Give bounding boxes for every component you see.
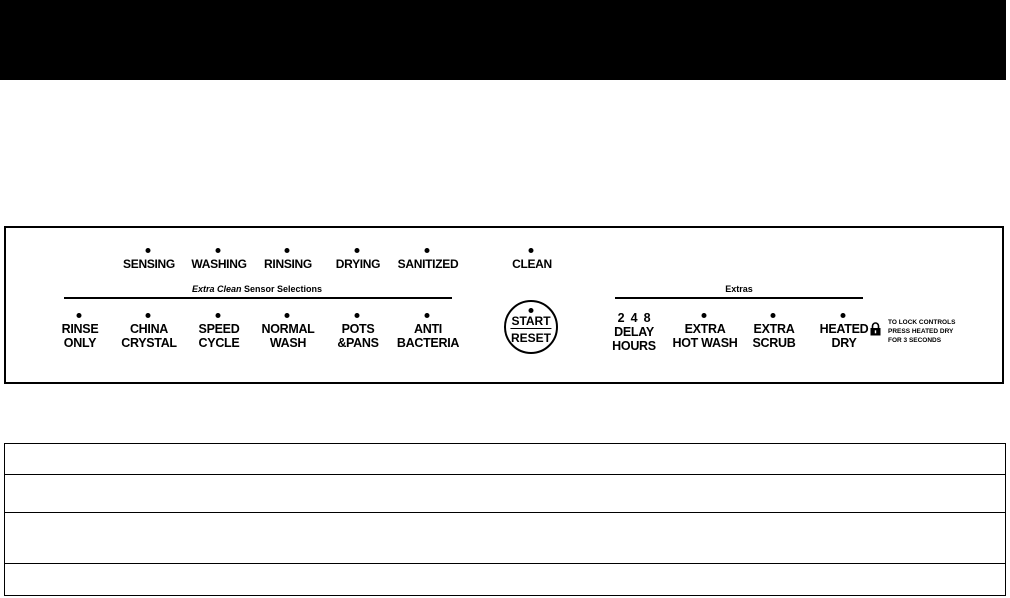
heated-dry-indicator: [841, 313, 846, 318]
table-row: [4, 512, 1006, 563]
header-bar: [0, 0, 1006, 80]
clean-indicator: [529, 248, 534, 253]
drying-indicator: [355, 248, 360, 253]
normal-wash-indicator: [285, 313, 290, 318]
sanitized-indicator: [425, 248, 430, 253]
extra-hot-wash-indicator: [702, 313, 707, 318]
sanitized-label: SANITIZED: [397, 257, 459, 271]
sensor-selections-rule: [64, 297, 452, 299]
start-indicator: [529, 308, 534, 313]
start-reset-button[interactable]: [504, 300, 558, 354]
pots-pans-button[interactable]: POTS &PANS: [337, 322, 379, 350]
speed-cycle-button[interactable]: SPEED CYCLE: [198, 322, 240, 350]
rinse-only-button[interactable]: RINSE ONLY: [61, 322, 99, 350]
table-row: [4, 474, 1006, 512]
extra-scrub-indicator: [771, 313, 776, 318]
sensing-indicator: [146, 248, 151, 253]
china-crystal-indicator: [146, 313, 151, 318]
extras-rule: [615, 297, 863, 299]
normal-wash-button[interactable]: NORMAL WASH: [261, 322, 315, 350]
lock-icon: [870, 322, 881, 336]
rinsing-label: RINSING: [264, 257, 312, 271]
table-row: [4, 443, 1006, 474]
delay-hours-button[interactable]: 2 4 8 DELAY HOURS: [612, 311, 656, 353]
clean-label: CLEAN: [512, 257, 552, 271]
anti-bacteria-button[interactable]: ANTI BACTERIA: [396, 322, 460, 350]
delay-hours-values: 2 4 8: [617, 311, 651, 325]
reset-label: RESET: [510, 331, 552, 345]
washing-indicator: [216, 248, 221, 253]
start-label: START: [511, 314, 551, 328]
extras-caption: Extras: [725, 284, 753, 294]
pots-pans-indicator: [355, 313, 360, 318]
extra-hot-wash-button[interactable]: EXTRA HOT WASH: [672, 322, 738, 350]
sensor-selections-caption: Extra Clean Sensor Selections: [191, 284, 323, 294]
washing-label: WASHING: [191, 257, 247, 271]
extra-scrub-button[interactable]: EXTRA SCRUB: [752, 322, 796, 350]
sensing-label: SENSING: [123, 257, 175, 271]
heated-dry-button[interactable]: HEATED DRY: [819, 322, 869, 350]
rinsing-indicator: [285, 248, 290, 253]
speed-cycle-indicator: [216, 313, 221, 318]
control-panel: [4, 226, 1004, 384]
info-table: [4, 443, 1006, 596]
table-row: [4, 563, 1006, 596]
china-crystal-button[interactable]: CHINA CRYSTAL: [121, 322, 177, 350]
anti-bacteria-indicator: [425, 313, 430, 318]
lock-controls-note: TO LOCK CONTROLS PRESS HEATED DRY FOR 3 SECONDS: [888, 319, 956, 344]
drying-label: DRYING: [335, 257, 381, 271]
rinse-only-indicator: [77, 313, 82, 318]
